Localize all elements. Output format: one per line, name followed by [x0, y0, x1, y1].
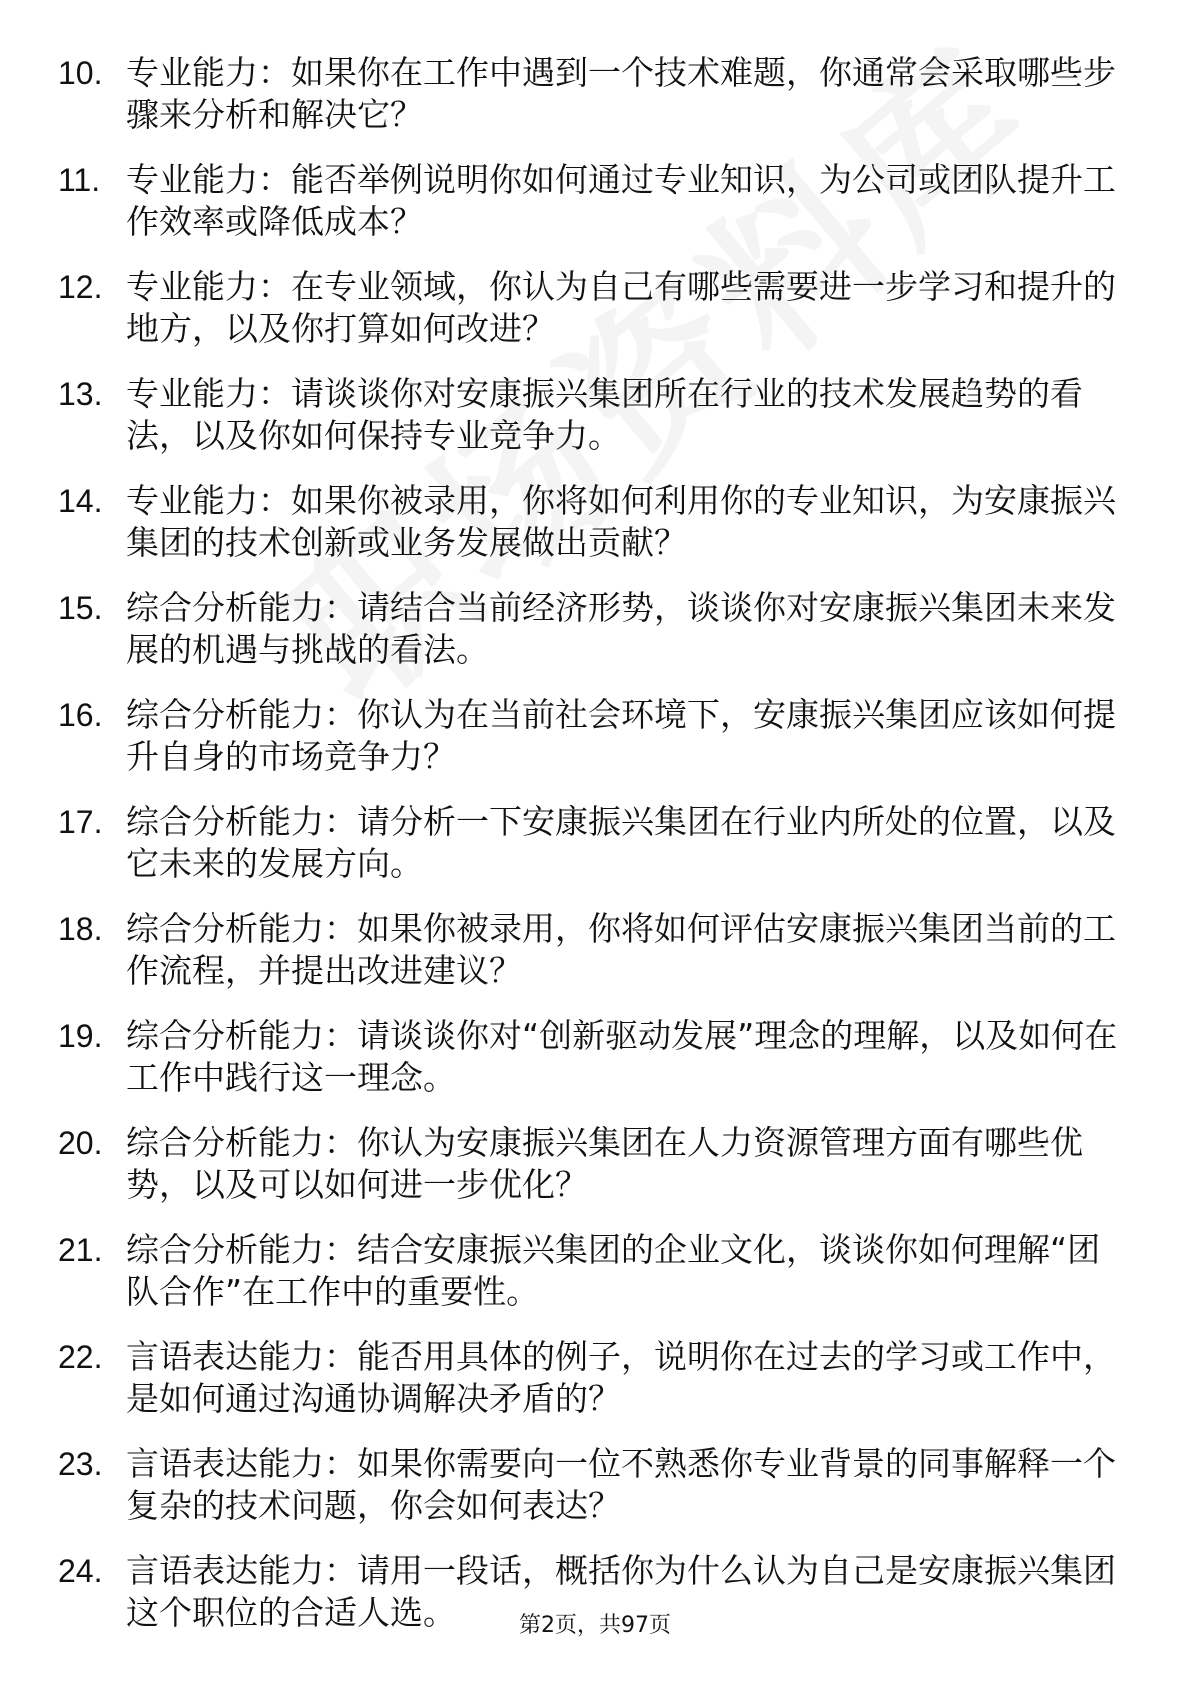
- list-item: [58, 801, 1118, 885]
- question-list: [58, 52, 1118, 1657]
- question-number: 16.: [58, 697, 103, 733]
- question-number: 20.: [58, 1125, 103, 1161]
- list-item: [58, 1015, 1118, 1099]
- question-text: 综合分析能力：如果你被录用，你将如何评估安康振兴集团当前的工作流程，并提出改进建议？: [126, 909, 1116, 990]
- question-text: 言语表达能力：能否用具体的例子，说明你在过去的学习或工作中，是如何通过沟通协调解决矛盾的？: [126, 1337, 1116, 1418]
- question-number: 11.: [58, 162, 101, 198]
- list-item: [58, 1443, 1118, 1527]
- question-text: 言语表达能力：如果你需要向一位不熟悉你专业背景的同事解释一个复杂的技术问题，你会如何表达？: [126, 1444, 1116, 1525]
- list-item: [58, 52, 1118, 136]
- question-text: 专业能力：请谈谈你对安康振兴集团所在行业的技术发展趋势的看法，以及你如何保持专业竞争力。: [126, 374, 1083, 455]
- question-text: 综合分析能力：请分析一下安康振兴集团在行业内所处的位置，以及它未来的发展方向。: [126, 802, 1116, 883]
- list-item: [58, 159, 1118, 243]
- list-item: [58, 908, 1118, 992]
- question-text: 专业能力：如果你在工作中遇到一个技术难题，你通常会采取哪些步骤来分析和解决它？: [126, 53, 1116, 134]
- question-number: 24.: [58, 1553, 103, 1589]
- list-item: [58, 1336, 1118, 1420]
- question-number: 19.: [58, 1018, 103, 1054]
- question-number: 21.: [58, 1232, 103, 1268]
- list-item: [58, 587, 1118, 671]
- question-number: 12.: [58, 269, 103, 305]
- question-number: 14.: [58, 483, 103, 519]
- question-number: 22.: [58, 1339, 103, 1375]
- list-item: [58, 1122, 1118, 1206]
- question-text: 言语表达能力：请用一段话，概括你为什么认为自己是安康振兴集团这个职位的合适人选。: [126, 1551, 1116, 1632]
- list-item: [58, 373, 1118, 457]
- question-number: 18.: [58, 911, 103, 947]
- question-number: 23.: [58, 1446, 103, 1482]
- list-item: [58, 480, 1118, 564]
- question-number: 15.: [58, 590, 103, 626]
- question-text: 专业能力：如果你被录用，你将如何利用你的专业知识，为安康振兴集团的技术创新或业务发展做出贡献？: [126, 481, 1116, 562]
- list-item: [58, 266, 1118, 350]
- list-item: [58, 694, 1118, 778]
- question-text: 综合分析能力：请谈谈你对“创新驱动发展”理念的理解，以及如何在工作中践行这一理念。: [126, 1016, 1118, 1097]
- question-text: 综合分析能力：你认为在当前社会环境下，安康振兴集团应该如何提升自身的市场竞争力？: [126, 695, 1116, 776]
- page-indicator: 第2页，共97页: [519, 1613, 671, 1638]
- question-number: 17.: [58, 804, 103, 840]
- question-number: 10.: [58, 55, 103, 91]
- question-text: 专业能力：在专业领域，你认为自己有哪些需要进一步学习和提升的地方，以及你打算如何改进？: [126, 267, 1116, 348]
- question-number: 13.: [58, 376, 103, 412]
- question-text: 综合分析能力：你认为安康振兴集团在人力资源管理方面有哪些优势，以及可以如何进一步优化？: [126, 1123, 1083, 1204]
- question-text: 综合分析能力：请结合当前经济形势，谈谈你对安康振兴集团未来发展的机遇与挑战的看法。: [126, 588, 1116, 669]
- question-text: 专业能力：能否举例说明你如何通过专业知识，为公司或团队提升工作效率或降低成本？: [126, 160, 1116, 241]
- question-text: 综合分析能力：结合安康振兴集团的企业文化，谈谈你如何理解“团队合作”在工作中的重要性。: [126, 1230, 1101, 1311]
- list-item: [58, 1229, 1118, 1313]
